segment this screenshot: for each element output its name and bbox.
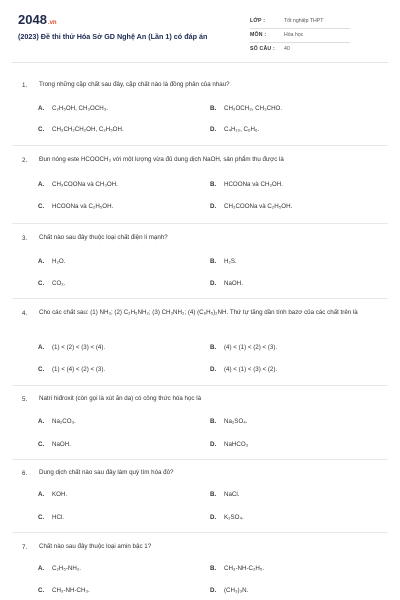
option-text: NaOH.	[52, 441, 71, 448]
option-c[interactable]	[38, 514, 64, 521]
option-label: C.	[38, 514, 45, 521]
question-text: Trong những cặp chất sau đây, cặp chất nào là đồng phân của nhau?	[39, 81, 230, 88]
option-label: A.	[38, 565, 45, 572]
option-a[interactable]	[38, 258, 65, 265]
option-d[interactable]	[210, 441, 248, 448]
option-text: (4) < (1) < (3) < (2).	[224, 366, 278, 373]
meta-key: LỚP :	[250, 18, 266, 24]
question-text: Đun nóng este HCOOCH₃ với một lượng vừa đủ dung dịch NaOH, sản phẩm thu được là	[39, 156, 284, 163]
meta-row-subject	[250, 28, 323, 42]
option-d[interactable]	[210, 126, 259, 133]
option-a[interactable]	[38, 344, 105, 351]
option-text: NaHCO₃	[224, 441, 249, 448]
meta-key: SỐ CÂU :	[250, 46, 275, 52]
exam-meta	[250, 14, 323, 56]
logo-main: 2048	[18, 12, 47, 27]
option-b[interactable]	[210, 181, 283, 188]
option-text: HCOONa và C₂H₅OH.	[52, 203, 114, 210]
question-text: Dung dịch chất nào sau đây làm quỳ tím hóa đỏ?	[39, 469, 174, 476]
option-text: (4) < (1) < (2) < (3).	[224, 344, 278, 351]
option-label: C.	[38, 126, 45, 133]
option-c[interactable]	[38, 203, 113, 210]
option-text: NaOH.	[224, 280, 243, 287]
option-label: B.	[210, 105, 217, 112]
option-text: CO₂.	[52, 280, 66, 287]
option-text: H₂S.	[224, 258, 237, 265]
option-c[interactable]	[38, 441, 71, 448]
logo-sub: .vn	[47, 20, 57, 26]
option-text: C₄H₁₀, C₆H₆.	[224, 126, 260, 133]
option-label: A.	[38, 181, 45, 188]
question-number: 1.	[22, 82, 28, 89]
option-a[interactable]	[38, 105, 108, 112]
site-logo[interactable]	[18, 12, 57, 27]
option-b[interactable]	[210, 344, 277, 351]
question-text: Chất nào sau đây thuộc loại chất điện li mạnh?	[39, 234, 168, 241]
option-label: D.	[210, 126, 217, 133]
option-d[interactable]	[210, 514, 244, 521]
meta-key: MÔN :	[250, 32, 267, 38]
option-text: NaCl.	[224, 491, 240, 498]
page-title: (2023) Đề thi thử Hóa Sở GD Nghệ An (Lần 1) có đáp án	[18, 32, 208, 41]
option-label: A.	[38, 418, 45, 425]
question-divider	[12, 298, 388, 299]
question-number: 6.	[22, 470, 28, 477]
question-number: 5.	[22, 396, 28, 403]
option-c[interactable]	[38, 126, 124, 133]
option-label: D.	[210, 280, 217, 287]
option-text: Na₂CO₃.	[52, 418, 76, 425]
option-label: D.	[210, 441, 217, 448]
option-label: B.	[210, 344, 217, 351]
question-divider	[12, 532, 388, 533]
question-number: 3.	[22, 235, 28, 242]
option-label: D.	[210, 366, 217, 373]
page-header	[0, 0, 400, 60]
meta-divider	[250, 28, 350, 29]
option-label: C.	[38, 203, 45, 210]
option-text: H₂O.	[52, 258, 66, 265]
option-label: C.	[38, 441, 45, 448]
option-text: C₂H₅-NH₂.	[52, 565, 81, 572]
meta-value: Hóa học	[284, 32, 304, 38]
meta-divider	[250, 42, 350, 43]
question-divider	[12, 223, 388, 224]
option-text: (CH₃)₃N.	[224, 587, 249, 594]
option-a[interactable]	[38, 565, 81, 572]
option-b[interactable]	[210, 105, 282, 112]
option-text: CH₃-NH-CH₃.	[52, 587, 90, 594]
option-text: (1) < (4) < (2) < (3).	[52, 366, 106, 373]
header-divider	[12, 62, 388, 63]
meta-row-count	[250, 42, 323, 56]
option-label: C.	[38, 587, 45, 594]
question-text: Natri hiđroxit (còn gọi là xút ăn da) có công thức hóa học là	[39, 395, 202, 402]
option-text: CH₃COONa và C₂H₅OH.	[224, 203, 293, 210]
option-text: CH₃-NH-C₂H₅.	[224, 565, 265, 572]
option-text: (1) < (2) < (3) < (4).	[52, 344, 106, 351]
option-c[interactable]	[38, 587, 90, 594]
meta-value: 40	[284, 46, 290, 52]
option-label: C.	[38, 280, 45, 287]
option-label: A.	[38, 258, 45, 265]
option-text: CH₃CH₂CH₂OH, C₂H₅OH.	[52, 126, 124, 133]
option-label: B.	[210, 418, 217, 425]
option-b[interactable]	[210, 418, 248, 425]
option-d[interactable]	[210, 366, 277, 373]
meta-value: Tốt nghiệp THPT	[284, 18, 324, 24]
option-label: B.	[210, 258, 217, 265]
option-a[interactable]	[38, 418, 76, 425]
option-text: Na₂SO₄.	[224, 418, 248, 425]
option-b[interactable]	[210, 491, 239, 498]
option-label: D.	[210, 203, 217, 210]
option-text: KOH.	[52, 491, 68, 498]
option-b[interactable]	[210, 258, 237, 265]
question-number: 7.	[22, 544, 28, 551]
option-text: C₂H₅OH, CH₃OCH₃.	[52, 105, 108, 112]
option-text: K₂SO₄.	[224, 514, 244, 521]
question-divider	[12, 385, 388, 386]
option-d[interactable]	[210, 280, 243, 287]
option-c[interactable]	[38, 366, 105, 373]
option-text: HCl.	[52, 514, 65, 521]
option-label: A.	[38, 105, 45, 112]
option-d[interactable]	[210, 587, 248, 594]
option-label: B.	[210, 565, 217, 572]
question-divider	[12, 459, 388, 460]
option-text: CH₃OCH₃, CH₃CHO.	[224, 105, 283, 112]
option-a[interactable]	[38, 491, 67, 498]
question-number: 4.	[22, 310, 28, 317]
option-label: A.	[38, 491, 45, 498]
option-b[interactable]	[210, 565, 264, 572]
question-number: 2.	[22, 157, 28, 164]
option-label: D.	[210, 514, 217, 521]
meta-row-class	[250, 14, 323, 28]
option-label: B.	[210, 491, 217, 498]
question-text: Chất nào sau đây thuộc loại amin bậc 1?	[39, 543, 152, 550]
option-d[interactable]	[210, 203, 292, 210]
option-label: C.	[38, 366, 45, 373]
option-label: A.	[38, 344, 45, 351]
option-text: CH₃COONa và CH₃OH.	[52, 181, 118, 188]
question-text: Cho các chất sau: (1) NH₃; (2) C₂H₅NH₂; (3) CH₃NH₂; (4) (C₆H₅)₂NH. Thứ tự tăng dần tính bazơ của các chất trên là	[39, 309, 358, 316]
option-label: D.	[210, 587, 217, 594]
option-label: B.	[210, 181, 217, 188]
option-a[interactable]	[38, 181, 118, 188]
option-text: HCOONa và CH₃OH.	[224, 181, 283, 188]
option-c[interactable]	[38, 280, 65, 287]
question-divider	[12, 145, 388, 146]
